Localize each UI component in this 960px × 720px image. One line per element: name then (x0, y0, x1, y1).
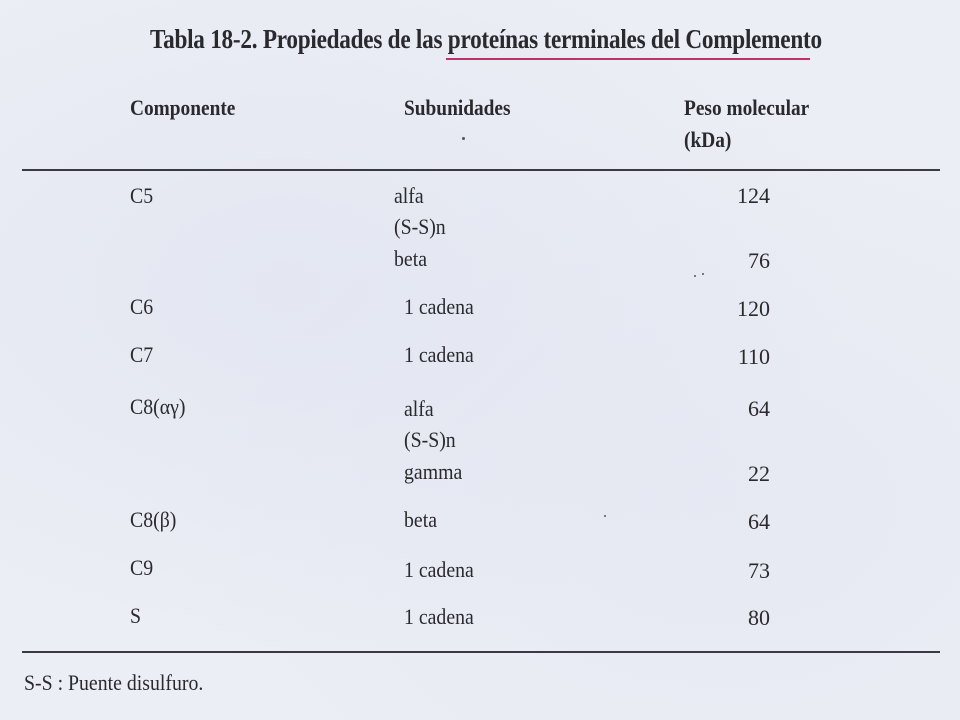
scan-speck (604, 515, 606, 517)
table-title: Tabla 18-2. Propiedades de las proteínas terminales del Complemento (150, 24, 822, 54)
cell-componente: C7 (130, 342, 154, 367)
bottom-rule (22, 651, 940, 653)
cell-peso: 64 (748, 509, 770, 534)
cell-componente: C5 (130, 183, 154, 208)
cell-subunidades: 1 cadena (404, 604, 474, 629)
cell-subunidades: alfa (394, 183, 424, 208)
cell-componente: S (130, 603, 142, 628)
cell-subunidades: 1 cadena (404, 294, 474, 319)
header-peso-line2: (kDa) (684, 127, 732, 152)
cell-peso: 76 (748, 248, 770, 273)
footnote: S-S : Puente disulfuro. (24, 670, 204, 695)
cell-peso: 110 (737, 344, 770, 369)
scan-speck (694, 275, 696, 277)
cell-peso: 124 (737, 183, 770, 208)
title-underline (446, 58, 810, 60)
cell-peso: 80 (748, 605, 770, 630)
cell-subunidades: (S-S)n (394, 214, 446, 239)
cell-subunidades: alfa (404, 396, 434, 421)
cell-peso: 22 (748, 461, 770, 486)
cell-subunidades: beta (404, 507, 437, 532)
cell-subunidades: (S-S)n (404, 427, 456, 452)
cell-componente: C8(αγ) (130, 394, 186, 419)
cell-subunidades: 1 cadena (404, 342, 474, 367)
cell-componente: C8(β) (130, 507, 177, 532)
header-componente: Componente (130, 95, 236, 120)
cell-subunidades: 1 cadena (404, 557, 474, 582)
scan-speck (462, 137, 465, 140)
header-rule (22, 169, 940, 171)
scan-speck (702, 273, 704, 275)
cell-peso: 120 (737, 296, 770, 321)
header-peso-line1: Peso molecular (684, 95, 810, 120)
cell-componente: C9 (130, 555, 154, 580)
cell-subunidades: gamma (404, 459, 463, 484)
header-subunidades: Subunidades (404, 95, 511, 120)
cell-subunidades: beta (394, 246, 427, 271)
cell-peso: 73 (748, 558, 770, 583)
cell-componente: C6 (130, 294, 154, 319)
cell-peso: 64 (748, 396, 770, 421)
